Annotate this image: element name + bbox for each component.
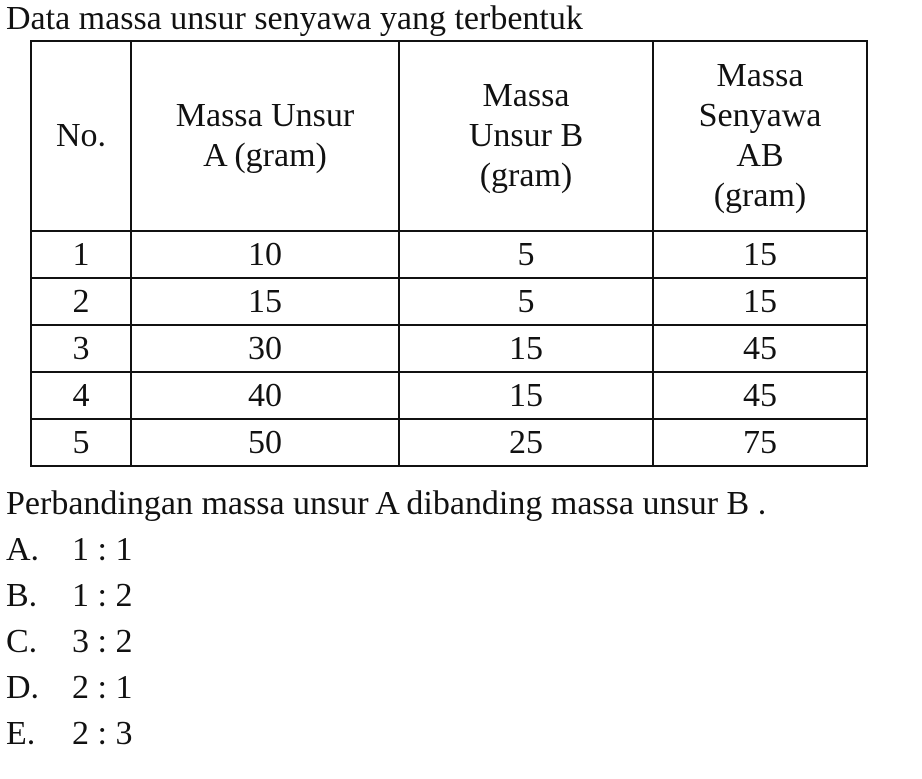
header-text: Massa [716,57,804,94]
table-row [31,231,867,278]
option-c[interactable] [6,619,132,665]
table-cell: 30 [131,325,399,372]
table-cell: 45 [653,372,867,419]
table-row [31,372,867,419]
option-d[interactable] [6,665,132,711]
option-letter: A. [6,531,40,568]
data-table [30,40,868,467]
option-letter: E. [6,715,36,752]
header-text: Massa [482,77,570,114]
header-massa-unsur-a [131,41,399,231]
header-text: AB [736,137,784,174]
table-row [31,325,867,372]
answer-options [6,527,132,757]
table-cell: 45 [653,325,867,372]
header-text: No. [55,117,107,154]
table-cell: 5 [399,278,653,325]
header-text: Unsur B [468,117,584,154]
table-cell: 75 [653,419,867,466]
page-title: Data massa unsur senyawa yang terbentuk [6,0,583,37]
table-cell: 15 [653,231,867,278]
option-letter: B. [6,577,38,614]
table-cell: 5 [31,419,131,466]
table-row [31,278,867,325]
header-no [31,41,131,231]
option-letter: D. [6,669,40,706]
table-cell: 4 [31,372,131,419]
header-text: Massa Unsur [175,97,355,134]
table-cell: 50 [131,419,399,466]
table-cell: 2 [31,278,131,325]
option-a[interactable] [6,527,132,573]
option-text: 1 : 2 [72,577,133,614]
header-text: Senyawa [698,97,822,134]
table-cell: 40 [131,372,399,419]
header-text: A (gram) [203,137,327,174]
table-cell: 15 [399,372,653,419]
table-cell: 10 [131,231,399,278]
question-text: Perbandingan massa unsur A dibanding massa unsur B . [6,485,767,522]
table-cell: 15 [653,278,867,325]
header-text: (gram) [479,157,573,194]
option-e[interactable] [6,711,132,757]
table-header-row [31,41,867,231]
option-text: 3 : 2 [72,623,133,660]
table-cell: 25 [399,419,653,466]
option-text: 1 : 1 [72,531,133,568]
table-cell: 3 [31,325,131,372]
table-cell: 15 [399,325,653,372]
option-letter: C. [6,623,38,660]
table-cell: 5 [399,231,653,278]
table-cell: 15 [131,278,399,325]
option-text: 2 : 1 [72,669,133,706]
table-cell: 1 [31,231,131,278]
header-massa-unsur-b [399,41,653,231]
option-b[interactable] [6,573,132,619]
header-text: (gram) [713,177,807,214]
option-text: 2 : 3 [72,715,133,752]
table-row [31,419,867,466]
header-massa-senyawa-ab [653,41,867,231]
